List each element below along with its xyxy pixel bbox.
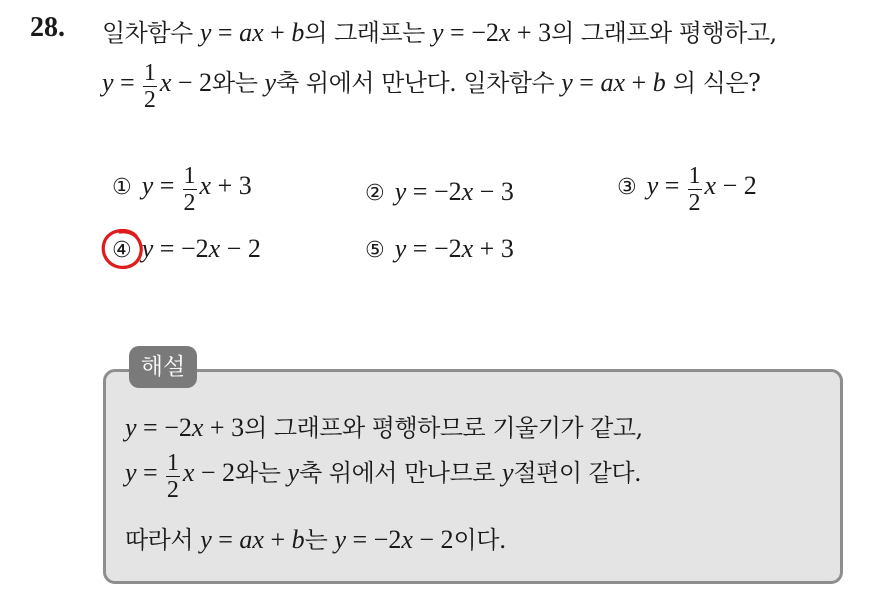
choice-expression: y = xyxy=(141,171,175,200)
solution-text: 절편이 같다. xyxy=(513,459,642,487)
fraction-numerator: 1 xyxy=(183,163,196,189)
fraction xyxy=(166,450,180,503)
fraction-denominator: 2 xyxy=(166,477,179,503)
fraction-numerator: 1 xyxy=(143,60,156,86)
choice-1[interactable] xyxy=(112,163,252,216)
choice-marker: ① xyxy=(112,175,132,200)
solution-text: 는 xyxy=(304,526,335,554)
choice-expression: y = −2x + 3 xyxy=(394,234,514,263)
solution-line-1 xyxy=(125,408,643,443)
solution-text: 의 그래프와 평행하므로 기울기가 같고, xyxy=(244,414,643,442)
math-expression: y = xyxy=(102,68,135,97)
math-expression: x − 2 xyxy=(159,68,213,97)
choice-marker: ⑤ xyxy=(365,238,385,263)
question-text: 일차함수 xyxy=(102,19,200,47)
fraction xyxy=(143,60,157,113)
choice-expression: y = −2x − 2 xyxy=(141,234,261,263)
question-number: 28. xyxy=(30,12,65,43)
solution-line-3 xyxy=(125,520,506,555)
fraction-denominator: 2 xyxy=(143,87,156,113)
solution-tab-label: 해설 xyxy=(129,346,197,388)
choice-3[interactable] xyxy=(617,163,757,216)
choice-expression: x − 2 xyxy=(704,171,757,200)
math-variable: y xyxy=(287,458,300,487)
math-expression: y = −2x + 3 xyxy=(432,18,552,47)
math-variable: y xyxy=(501,458,514,487)
choice-2[interactable] xyxy=(365,177,514,207)
solution-text: 축 위에서 만나므로 xyxy=(299,459,502,487)
choice-expression: y = −2x − 3 xyxy=(394,177,514,206)
math-expression: y = −2x − 2 xyxy=(334,525,454,554)
solution-text: 이다. xyxy=(453,526,507,554)
fraction-denominator: 2 xyxy=(688,190,701,216)
question-text: 축 위에서 만난다. 일차함수 xyxy=(276,69,562,97)
math-expression: x − 2 xyxy=(182,458,236,487)
choice-marker: ③ xyxy=(617,175,637,200)
choice-expression: x + 3 xyxy=(199,171,252,200)
question-text: 의 그래프와 평행하고, xyxy=(551,19,777,47)
solution-text: 와는 xyxy=(235,459,288,487)
choice-5[interactable] xyxy=(365,234,514,264)
fraction-numerator: 1 xyxy=(688,163,701,189)
choice-4[interactable] xyxy=(112,234,261,264)
question-line-1 xyxy=(102,13,777,48)
solution-line-2 xyxy=(125,450,641,503)
fraction-denominator: 2 xyxy=(183,190,196,216)
question-line-2 xyxy=(102,60,760,113)
choice-marker: ② xyxy=(365,181,385,206)
question-text: 와는 xyxy=(212,69,265,97)
question-text: 의 그래프는 xyxy=(304,19,432,47)
fraction-numerator: 1 xyxy=(166,450,179,476)
math-variable: y xyxy=(264,68,277,97)
math-expression: y = ax + b xyxy=(561,68,666,97)
choice-expression: y = xyxy=(646,171,680,200)
math-expression: y = ax + b xyxy=(200,525,305,554)
choice-marker: ④ xyxy=(112,238,132,263)
question-text: 의 식은? xyxy=(665,69,761,97)
math-expression: y = xyxy=(125,458,158,487)
solution-text: 따라서 xyxy=(125,526,201,554)
math-expression: y = −2x + 3 xyxy=(125,413,245,442)
fraction xyxy=(183,163,197,216)
fraction xyxy=(688,163,702,216)
math-expression: y = ax + b xyxy=(199,18,305,47)
